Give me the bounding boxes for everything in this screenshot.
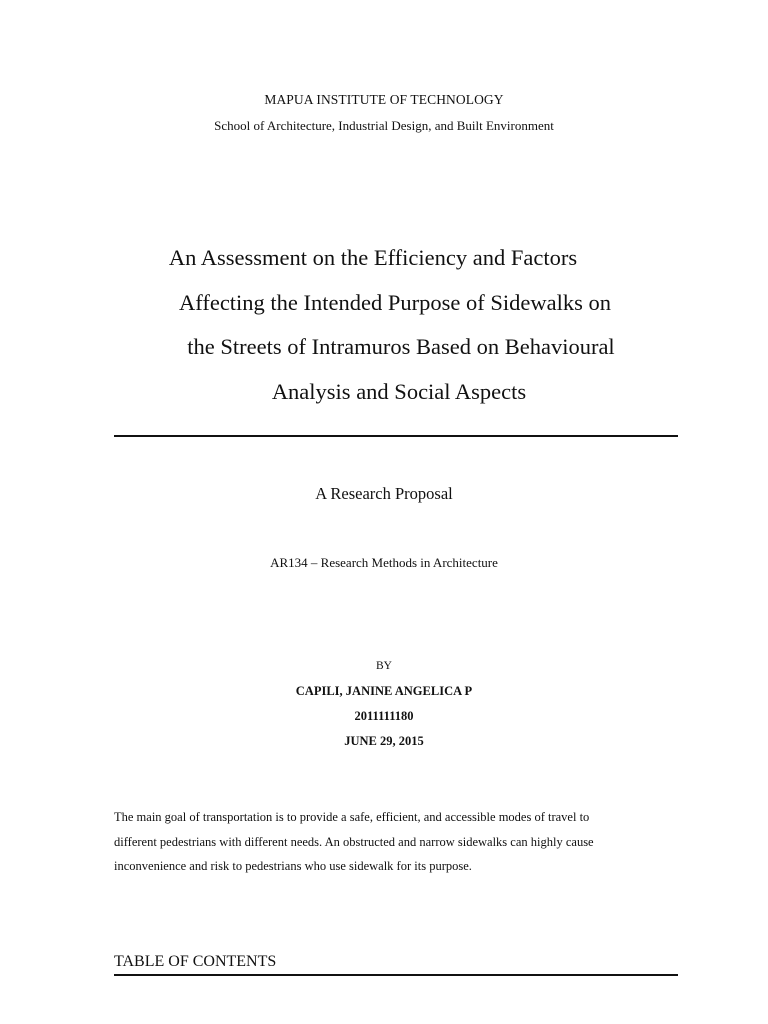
abstract-line: different pedestrians with different needs. An obstructed and narrow sidewalks can highly cause — [114, 834, 594, 849]
author-name: CAPILI, JANINE ANGELICA P — [295, 684, 473, 698]
title-line: the Streets of Intramuros Based on Behavioural — [187, 334, 615, 359]
by-label: BY — [376, 660, 392, 672]
toc-divider — [114, 974, 678, 976]
toc-heading: TABLE OF CONTENTS — [114, 953, 277, 970]
title-divider — [114, 435, 678, 437]
course-name: AR134 – Research Methods in Architecture — [270, 555, 498, 570]
title-line: An Assessment on the Efficiency and Factors — [168, 245, 578, 270]
institution-name: MAPUA INSTITUTE OF TECHNOLOGY — [264, 92, 504, 107]
abstract-paragraph — [114, 805, 684, 879]
student-id: 2011111180 — [354, 709, 414, 723]
document-title — [0, 236, 768, 414]
abstract-line: inconvenience and risk to pedestrians who use sidewalk for its purpose. — [114, 859, 472, 873]
abstract-line: The main goal of transportation is to provide a safe, efficient, and accessible modes of travel to — [114, 810, 590, 824]
submission-date: JUNE 29, 2015 — [344, 734, 424, 748]
school-name: School of Architecture, Industrial Design, and Built Environment — [214, 118, 554, 133]
document-subtitle: A Research Proposal — [315, 484, 453, 503]
title-line: Analysis and Social Aspects — [271, 378, 527, 404]
title-line: Affecting the Intended Purpose of Sidewalks on — [179, 289, 611, 315]
